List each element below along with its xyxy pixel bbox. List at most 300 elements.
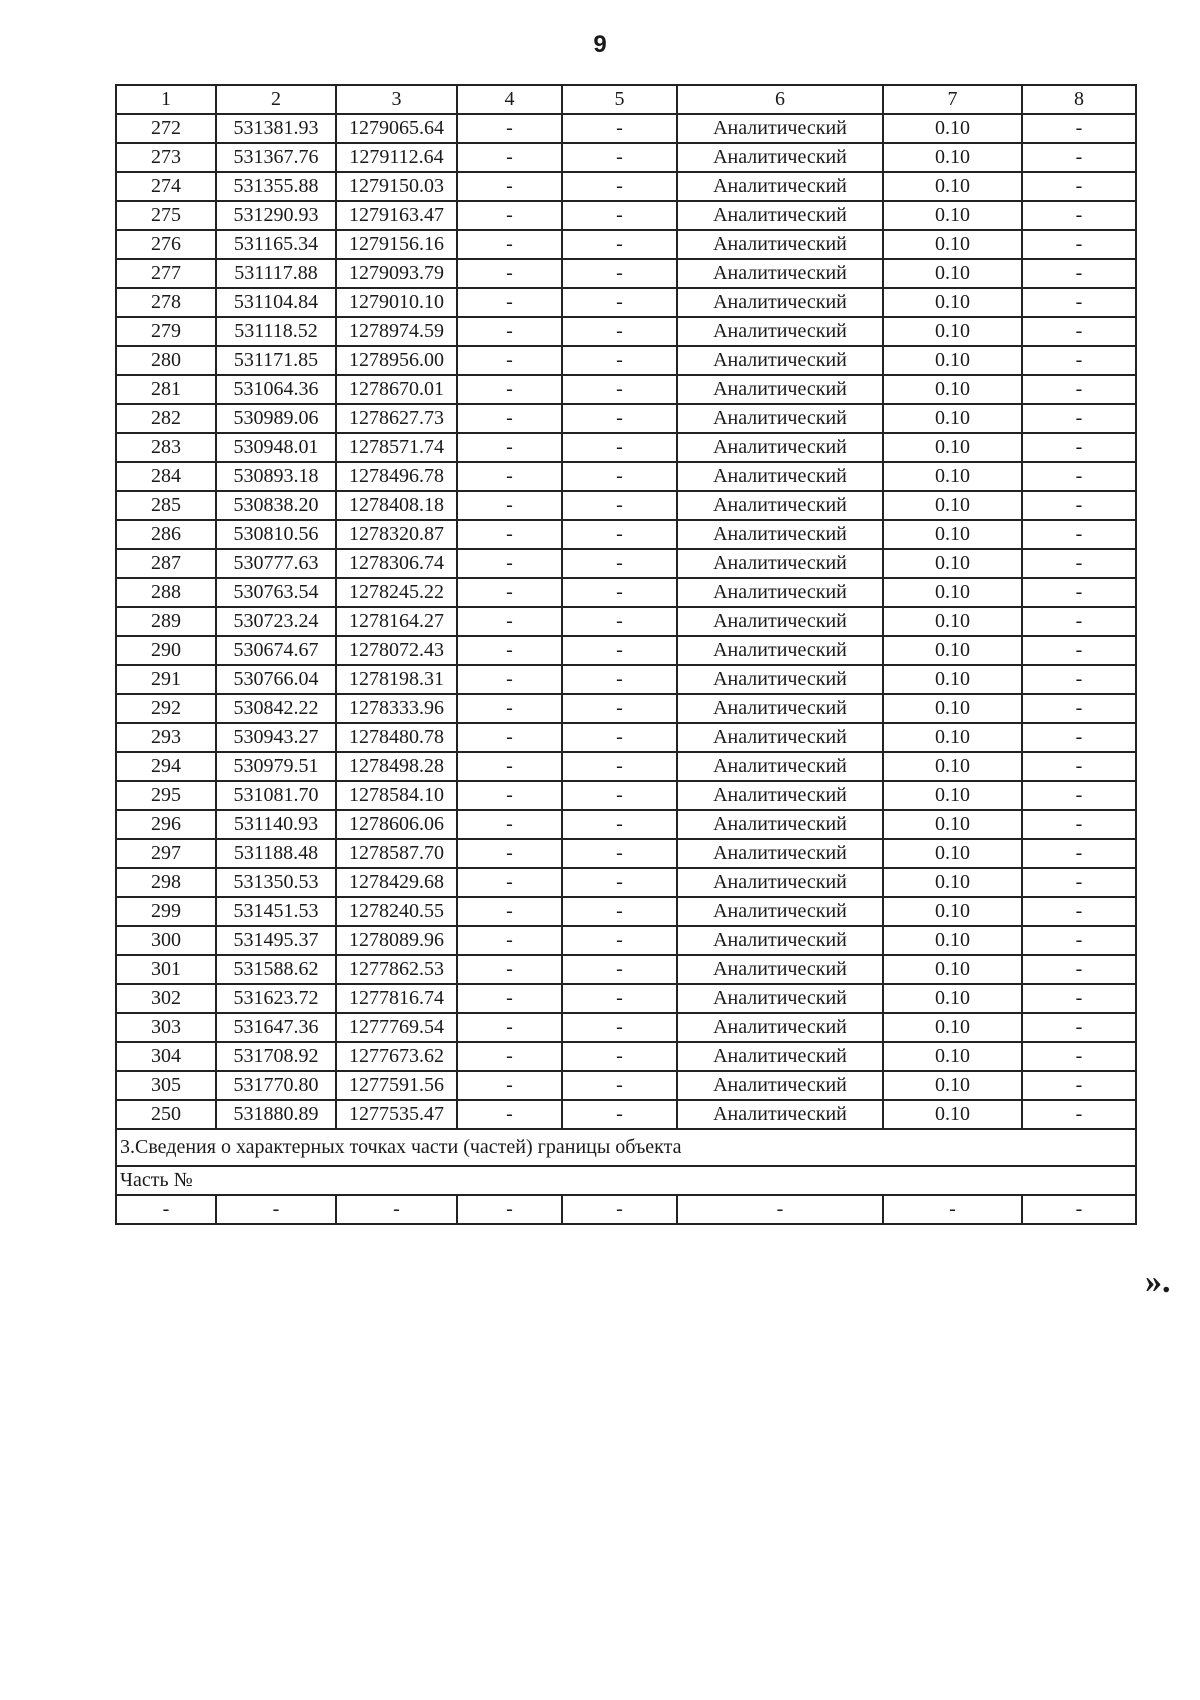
table-cell: - (457, 346, 562, 375)
table-cell: - (1022, 433, 1136, 462)
table-cell: 273 (116, 143, 216, 172)
section-title-row (116, 1129, 1136, 1166)
table-cell: - (562, 404, 677, 433)
table-cell: 283 (116, 433, 216, 462)
table-cell: 0.10 (883, 201, 1022, 230)
table-cell: - (562, 897, 677, 926)
table-cell: Аналитический (677, 1013, 883, 1042)
table-cell: Аналитический (677, 665, 883, 694)
table-cell: 6 (677, 85, 883, 114)
table-cell: 531355.88 (216, 172, 336, 201)
table-cell: 531367.76 (216, 143, 336, 172)
table-cell: Аналитический (677, 520, 883, 549)
table-cell: - (457, 143, 562, 172)
table-cell: 1279163.47 (336, 201, 457, 230)
table-cell: - (1022, 317, 1136, 346)
table-cell: Аналитический (677, 578, 883, 607)
table-cell: - (562, 781, 677, 810)
table-cell: 0.10 (883, 549, 1022, 578)
table-row (116, 172, 1136, 201)
table-cell: 0.10 (883, 897, 1022, 926)
table-cell: 531118.52 (216, 317, 336, 346)
table-cell: - (1022, 549, 1136, 578)
table-cell: 8 (1022, 85, 1136, 114)
table-row (116, 201, 1136, 230)
table-cell: - (1022, 230, 1136, 259)
table-cell: 0.10 (883, 346, 1022, 375)
table-cell: - (562, 520, 677, 549)
table-cell: - (1022, 636, 1136, 665)
table-cell: 1278974.59 (336, 317, 457, 346)
table-cell: - (336, 1195, 457, 1224)
table-cell: 1279065.64 (336, 114, 457, 143)
table-cell: 1278198.31 (336, 665, 457, 694)
table-cell: Аналитический (677, 723, 883, 752)
table-cell: 5 (562, 85, 677, 114)
table-cell: 531165.34 (216, 230, 336, 259)
table-cell: 1279010.10 (336, 288, 457, 317)
table-cell: - (457, 172, 562, 201)
table-cell: - (1022, 520, 1136, 549)
table-cell: 1279112.64 (336, 143, 457, 172)
table-cell: - (562, 1100, 677, 1129)
table-row (116, 549, 1136, 578)
table-cell: 1277591.56 (336, 1071, 457, 1100)
table-cell: - (116, 1195, 216, 1224)
table-cell: 530989.06 (216, 404, 336, 433)
table-cell: 1278571.74 (336, 433, 457, 462)
table-cell: 277 (116, 259, 216, 288)
table-cell: Аналитический (677, 955, 883, 984)
table-cell: Аналитический (677, 926, 883, 955)
table-row (116, 230, 1136, 259)
table-row (116, 1042, 1136, 1071)
table-cell: - (1022, 288, 1136, 317)
table-cell: - (1022, 781, 1136, 810)
table-cell: Аналитический (677, 230, 883, 259)
table-cell: - (562, 984, 677, 1013)
boundary-points-table (115, 84, 1137, 1225)
table-cell: 531081.70 (216, 781, 336, 810)
table-cell: 1277862.53 (336, 955, 457, 984)
table-cell: 0.10 (883, 723, 1022, 752)
table-cell: 0.10 (883, 694, 1022, 723)
table-cell: 531140.93 (216, 810, 336, 839)
table-cell: - (457, 375, 562, 404)
table-cell: - (457, 781, 562, 810)
table-cell: 305 (116, 1071, 216, 1100)
table-cell: Аналитический (677, 839, 883, 868)
table-cell: 531623.72 (216, 984, 336, 1013)
table-cell: - (457, 1013, 562, 1042)
table-cell: - (1022, 462, 1136, 491)
table-cell: - (1022, 665, 1136, 694)
table-cell: 1 (116, 85, 216, 114)
table-row (116, 810, 1136, 839)
table-cell: 1279156.16 (336, 230, 457, 259)
table-cell: - (562, 230, 677, 259)
table-cell: 0.10 (883, 317, 1022, 346)
table-row (116, 897, 1136, 926)
table-cell: 1278333.96 (336, 694, 457, 723)
table-row (116, 317, 1136, 346)
table-cell: 1277816.74 (336, 984, 457, 1013)
table-cell: 3 (336, 85, 457, 114)
table-cell: Аналитический (677, 288, 883, 317)
table-cell: - (1022, 607, 1136, 636)
table-cell: 1278240.55 (336, 897, 457, 926)
table-cell: 1278606.06 (336, 810, 457, 839)
table-cell: 0.10 (883, 1071, 1022, 1100)
table-cell: - (457, 462, 562, 491)
table-cell: - (562, 172, 677, 201)
table-cell: 0.10 (883, 172, 1022, 201)
table-cell: - (562, 665, 677, 694)
table-cell: 0.10 (883, 839, 1022, 868)
table-cell: - (1022, 1042, 1136, 1071)
table-cell: 530893.18 (216, 462, 336, 491)
table-cell: 531880.89 (216, 1100, 336, 1129)
table-cell: 531117.88 (216, 259, 336, 288)
table-cell: 530723.24 (216, 607, 336, 636)
table-cell: 301 (116, 955, 216, 984)
table-cell: Аналитический (677, 694, 883, 723)
table-cell: - (457, 549, 562, 578)
table-cell: - (457, 810, 562, 839)
table-cell: 272 (116, 114, 216, 143)
table-cell: - (457, 259, 562, 288)
section-title: 3.Сведения о характерных точках части (частей) границы объекта (116, 1129, 1136, 1166)
table-cell: 282 (116, 404, 216, 433)
table-cell: - (457, 636, 562, 665)
table-row (116, 433, 1136, 462)
table-cell: - (1022, 897, 1136, 926)
table-row (116, 1100, 1136, 1129)
table-row (116, 694, 1136, 723)
table-cell: - (457, 317, 562, 346)
table-cell: 0.10 (883, 433, 1022, 462)
table-cell: - (457, 520, 562, 549)
table-row (116, 1013, 1136, 1042)
table-cell: - (1022, 810, 1136, 839)
table-row (116, 520, 1136, 549)
table-cell: - (1022, 955, 1136, 984)
table-cell: Аналитический (677, 404, 883, 433)
table-cell: 276 (116, 230, 216, 259)
table-cell: 4 (457, 85, 562, 114)
table-cell: - (562, 491, 677, 520)
part-label: Часть № (116, 1166, 1136, 1195)
table-row (116, 114, 1136, 143)
table-cell: 1279150.03 (336, 172, 457, 201)
table-cell: - (1022, 404, 1136, 433)
table-row (116, 955, 1136, 984)
table-cell: 531708.92 (216, 1042, 336, 1071)
table-cell: 1278429.68 (336, 868, 457, 897)
table-cell: - (1022, 375, 1136, 404)
table-cell: 298 (116, 868, 216, 897)
table-cell: Аналитический (677, 781, 883, 810)
table-cell: - (562, 810, 677, 839)
table-cell: - (1022, 868, 1136, 897)
table-cell: - (1022, 984, 1136, 1013)
table-cell: - (677, 1195, 883, 1224)
table-cell: - (562, 839, 677, 868)
table-cell: - (457, 955, 562, 984)
table-cell: 1279093.79 (336, 259, 457, 288)
table-cell: - (562, 694, 677, 723)
table-cell: 7 (883, 85, 1022, 114)
table-cell: 1278480.78 (336, 723, 457, 752)
table-cell: - (1022, 491, 1136, 520)
table-cell: - (562, 114, 677, 143)
table-cell: Аналитический (677, 375, 883, 404)
table-row (116, 491, 1136, 520)
table-cell: 0.10 (883, 230, 1022, 259)
table-cell: - (562, 723, 677, 752)
table-cell: Аналитический (677, 897, 883, 926)
page-number: 9 (593, 31, 607, 58)
table-cell: - (562, 578, 677, 607)
table-row (116, 578, 1136, 607)
table-cell: 0.10 (883, 404, 1022, 433)
table-cell: 0.10 (883, 1042, 1022, 1071)
table-cell: 1278587.70 (336, 839, 457, 868)
table-cell: 0.10 (883, 1100, 1022, 1129)
table-cell: - (562, 1071, 677, 1100)
table-cell: 291 (116, 665, 216, 694)
table-cell: 0.10 (883, 520, 1022, 549)
table-cell: - (562, 607, 677, 636)
table-row (116, 926, 1136, 955)
table-row (116, 607, 1136, 636)
table-cell: 530766.04 (216, 665, 336, 694)
table-cell: 530777.63 (216, 549, 336, 578)
table-cell: - (562, 955, 677, 984)
closing-quote: ». (1145, 1263, 1171, 1300)
table-cell: Аналитический (677, 317, 883, 346)
table-cell: Аналитический (677, 636, 883, 665)
table-cell: 299 (116, 897, 216, 926)
table-cell: - (1022, 259, 1136, 288)
table-cell: 531171.85 (216, 346, 336, 375)
table-cell: - (1022, 143, 1136, 172)
table-cell: 0.10 (883, 143, 1022, 172)
table-cell: Аналитический (677, 143, 883, 172)
table-cell: 530943.27 (216, 723, 336, 752)
table-row (116, 346, 1136, 375)
table-cell: Аналитический (677, 346, 883, 375)
table-cell: - (457, 984, 562, 1013)
table-cell: - (457, 1071, 562, 1100)
table-cell: 0.10 (883, 607, 1022, 636)
table-cell: 296 (116, 810, 216, 839)
table-cell: - (457, 607, 562, 636)
table-cell: - (562, 926, 677, 955)
table-cell: 278 (116, 288, 216, 317)
table-cell: - (457, 897, 562, 926)
table-cell: - (457, 839, 562, 868)
table-row (116, 462, 1136, 491)
table-cell: - (457, 752, 562, 781)
table-cell: Аналитический (677, 433, 883, 462)
table-body (116, 85, 1136, 1224)
table-cell: Аналитический (677, 201, 883, 230)
table-cell: 530948.01 (216, 433, 336, 462)
table-cell: - (457, 723, 562, 752)
table-cell: - (562, 259, 677, 288)
table-cell: 292 (116, 694, 216, 723)
table-cell: - (562, 433, 677, 462)
table-cell: - (457, 433, 562, 462)
table-cell: - (1022, 172, 1136, 201)
table-cell: 0.10 (883, 462, 1022, 491)
table-cell: 530810.56 (216, 520, 336, 549)
table-cell: Аналитический (677, 491, 883, 520)
table-cell: 0.10 (883, 955, 1022, 984)
table-cell: - (562, 346, 677, 375)
table-row (116, 781, 1136, 810)
table-cell: 530979.51 (216, 752, 336, 781)
table-cell: Аналитический (677, 172, 883, 201)
table-cell: - (1022, 1195, 1136, 1224)
table-cell: - (457, 926, 562, 955)
table-cell: - (1022, 1013, 1136, 1042)
table-cell: - (457, 404, 562, 433)
empty-part-row (116, 1195, 1136, 1224)
table-cell: 293 (116, 723, 216, 752)
table-cell: 531290.93 (216, 201, 336, 230)
table-row (116, 404, 1136, 433)
table-cell: - (562, 1042, 677, 1071)
table-cell: - (1022, 1071, 1136, 1100)
table-cell: 1278956.00 (336, 346, 457, 375)
table-cell: - (562, 143, 677, 172)
table-cell: - (216, 1195, 336, 1224)
table-cell: - (562, 317, 677, 346)
table-cell: - (1022, 839, 1136, 868)
table-cell: 0.10 (883, 926, 1022, 955)
table-cell: 295 (116, 781, 216, 810)
table-cell: 0.10 (883, 259, 1022, 288)
table-cell: 287 (116, 549, 216, 578)
table-cell: 275 (116, 201, 216, 230)
table-cell: - (883, 1195, 1022, 1224)
table-cell: 0.10 (883, 636, 1022, 665)
table-cell: 530838.20 (216, 491, 336, 520)
table-cell: 0.10 (883, 984, 1022, 1013)
table-cell: Аналитический (677, 1100, 883, 1129)
table-cell: 0.10 (883, 810, 1022, 839)
table-cell: Аналитический (677, 462, 883, 491)
table-row (116, 839, 1136, 868)
table-cell: 285 (116, 491, 216, 520)
table-cell: 1278670.01 (336, 375, 457, 404)
table-cell: - (457, 578, 562, 607)
table-cell: Аналитический (677, 259, 883, 288)
table-cell: 531381.93 (216, 114, 336, 143)
table-cell: 1277769.54 (336, 1013, 457, 1042)
table-cell: 0.10 (883, 375, 1022, 404)
table-cell: - (1022, 201, 1136, 230)
table-row (116, 723, 1136, 752)
table-cell: 531104.84 (216, 288, 336, 317)
table-cell: 297 (116, 839, 216, 868)
table-cell: 1278320.87 (336, 520, 457, 549)
table-cell: - (1022, 1100, 1136, 1129)
table-cell: - (457, 1100, 562, 1129)
table-cell: - (457, 1195, 562, 1224)
table-cell: 1278408.18 (336, 491, 457, 520)
table-cell: - (562, 201, 677, 230)
table-cell: 274 (116, 172, 216, 201)
table-cell: - (1022, 723, 1136, 752)
table-cell: - (457, 1042, 562, 1071)
table-cell: - (457, 665, 562, 694)
table-cell: Аналитический (677, 868, 883, 897)
table-cell: - (562, 752, 677, 781)
table-cell: 0.10 (883, 114, 1022, 143)
table-cell: Аналитический (677, 1042, 883, 1071)
table-cell: - (562, 462, 677, 491)
table-cell: 250 (116, 1100, 216, 1129)
table-cell: 531188.48 (216, 839, 336, 868)
table-cell: - (457, 230, 562, 259)
table-cell: - (457, 201, 562, 230)
table-cell: 1278072.43 (336, 636, 457, 665)
table-cell: 300 (116, 926, 216, 955)
table-cell: 288 (116, 578, 216, 607)
table-cell: 280 (116, 346, 216, 375)
table-cell: 304 (116, 1042, 216, 1071)
table-cell: - (562, 868, 677, 897)
table-cell: 531350.53 (216, 868, 336, 897)
table-cell: - (457, 491, 562, 520)
table-row (116, 984, 1136, 1013)
table-cell: 1278498.28 (336, 752, 457, 781)
table-cell: - (562, 1195, 677, 1224)
table-cell: 531451.53 (216, 897, 336, 926)
table-cell: Аналитический (677, 752, 883, 781)
table-cell: Аналитический (677, 549, 883, 578)
table-cell: 530763.54 (216, 578, 336, 607)
table-cell: 1277673.62 (336, 1042, 457, 1071)
table-cell: - (1022, 346, 1136, 375)
table-cell: Аналитический (677, 810, 883, 839)
table-cell: 0.10 (883, 578, 1022, 607)
table-cell: 1278164.27 (336, 607, 457, 636)
table-cell: Аналитический (677, 607, 883, 636)
table-cell: - (562, 1013, 677, 1042)
table-cell: 1278584.10 (336, 781, 457, 810)
table-row (116, 1071, 1136, 1100)
table-cell: 0.10 (883, 288, 1022, 317)
table-cell: 1278627.73 (336, 404, 457, 433)
table-row (116, 665, 1136, 694)
table-cell: 531588.62 (216, 955, 336, 984)
table-cell: 530842.22 (216, 694, 336, 723)
table-cell: 1278306.74 (336, 549, 457, 578)
table-cell: - (1022, 926, 1136, 955)
table-cell: 0.10 (883, 781, 1022, 810)
table-row (116, 636, 1136, 665)
table-row (116, 259, 1136, 288)
table-cell: 286 (116, 520, 216, 549)
table-cell: 0.10 (883, 752, 1022, 781)
table-cell: - (562, 288, 677, 317)
table-cell: 303 (116, 1013, 216, 1042)
table-row (116, 288, 1136, 317)
